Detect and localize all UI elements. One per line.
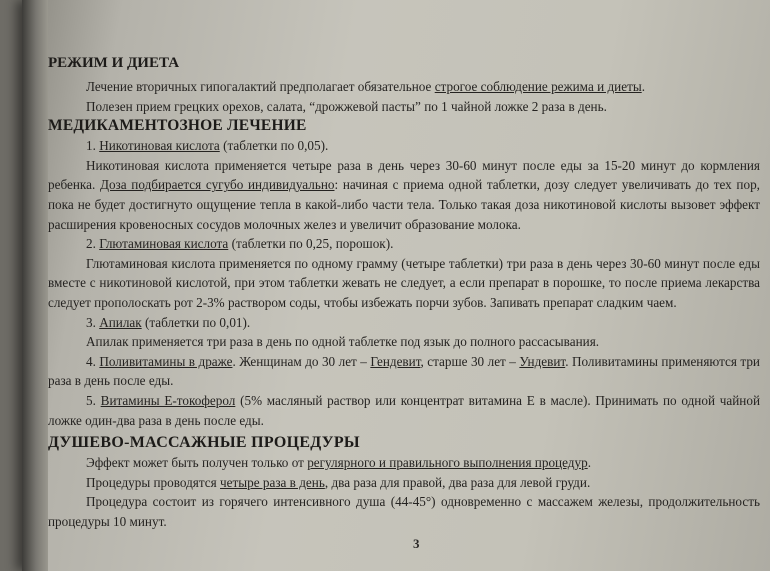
underlined-phrase: четыре раза в день — [220, 474, 325, 490]
heading-regime: РЕЖИМ И ДИЕТА — [48, 55, 180, 71]
heading-medication: МЕДИКАМЕНТОЗНОЕ ЛЕЧЕНИЕ — [48, 117, 307, 135]
regime-paragraph-2: Полезен прием грецких орехов, салата, “дрожжевой пасты” по 1 чайной ложке 2 раза в день. — [86, 98, 607, 114]
underlined-phrase: Доза подбирается сугубо индивидуально — [99, 177, 335, 193]
drug-name: Апилак — [99, 314, 142, 330]
drug-name: Гендевит — [370, 353, 421, 369]
item-apilak-text: Апилак применяется три раза в день по одной таблетке под язык до полного рассасывания. — [86, 334, 600, 350]
drug-name: Витамины Е-токоферол — [100, 392, 236, 408]
underlined-phrase: строгое соблюдение режима и диеты — [434, 79, 642, 94]
shower-paragraph-1: Эффект может быть получен только от регулярного и правильного выполнения процедур. — [86, 455, 591, 471]
item-nicotinic-title: 1. Никотиновая кислота (таблетки по 0,05). — [86, 138, 329, 154]
item-vitamins: 4. Поливитамины в драже. Женщинам до 30 лет – Гендевит, старше 30 лет – Ундевит. Поливитамины применяются три раза в день после еды. — [48, 353, 760, 389]
item-apilak-title: 3. Апилак (таблетки по 0,01). — [86, 314, 251, 330]
underlined-phrase: регулярного и правильного выполнения процедур — [307, 455, 588, 471]
book-binding — [22, 0, 48, 571]
item-vitamin-e: 5. Витамины Е-токоферол (5% масляный раствор или концентрат витамина Е в масле). Принимать по одной чайной ложке один-два раза в день после еды. — [48, 392, 761, 428]
drug-name: Глютаминовая кислота — [99, 236, 229, 252]
heading-shower-massage: ДУШЕВО-МАССАЖНЫЕ ПРОЦЕДУРЫ — [48, 434, 360, 452]
shower-paragraph-3: Процедура состоит из горячего интенсивного душа (44-45°) одновременно с массажем железы, продолжительность процедуры 10 минут. — [48, 494, 760, 529]
drug-name: Ундевит — [519, 353, 566, 369]
shower-paragraph-2: Процедуры проводятся четыре раза в день, два раза для правой, два раза для левой груди. — [86, 474, 591, 490]
document-body — [48, 52, 760, 531]
item-glutamic-title: 2. Глютаминовая кислота (таблетки по 0,25, порошок). — [86, 236, 394, 252]
drug-name: Никотиновая кислота — [99, 138, 220, 154]
item-nicotinic-text: Никотиновая кислота применяется четыре раза в день через 30-60 минут после еды за 15-20 минут до кормления ребенка. Доза подбирается сугубо индивидуально: начиная с приема одной таблетки, дозу следует увеличивать до тех пор, пока не будет достигнуто ощущение тепла в какой-либо части тела. Только такая доза никотиновой кислоты вызовет эффект расширения кровеносных сосудов молочных желез и увеличит образование молока. — [48, 157, 760, 232]
page-number: 3 — [413, 536, 420, 551]
drug-name: Поливитамины в драже — [99, 353, 233, 369]
item-glutamic-text: Глютаминовая кислота применяется по одному грамму (четыре таблетки) три раза в день через 30-60 минут после еды вместе с никотиновой кислотой, при этом таблетки жевать не следует, а если препарат в порошке, то после приема лекарства следует прополоскать рот 2-3% раствором соды, чтобы избежать порчи зубов. Запивать препарат сладким чаем. — [48, 255, 760, 310]
regime-paragraph-1: Лечение вторичных гипогалактий предполагает обязательное строгое соблюдение режима и диеты. — [86, 79, 645, 94]
